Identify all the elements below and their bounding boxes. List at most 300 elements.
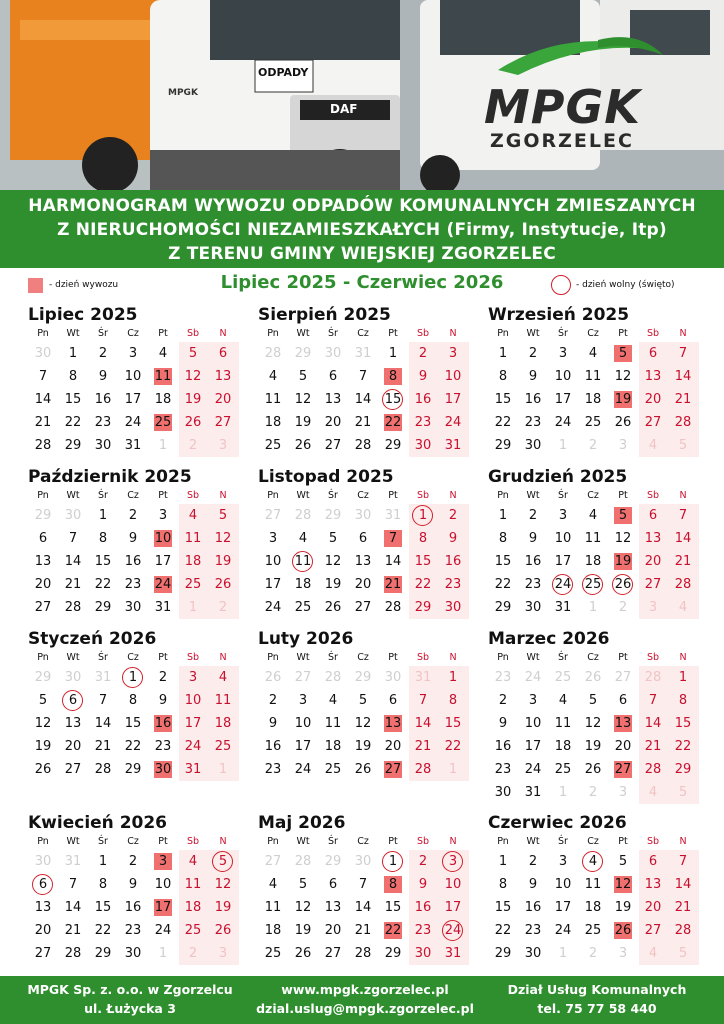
- day-number: 18: [214, 716, 232, 731]
- day-number: 18: [584, 392, 602, 407]
- day-cell: [578, 896, 608, 919]
- day-cell: [438, 596, 468, 619]
- day-number: 20: [644, 554, 662, 569]
- pickup-day-cell: [608, 873, 638, 896]
- day-number: 29: [94, 946, 112, 961]
- day-number: 18: [324, 739, 342, 754]
- day-number: 22: [674, 739, 692, 754]
- day-number: 23: [124, 577, 142, 592]
- day-number: 28: [644, 762, 662, 777]
- day-cell: [488, 527, 518, 550]
- day-number: 21: [94, 739, 112, 754]
- day-number: 13: [644, 369, 662, 384]
- day-number: 27: [644, 577, 662, 592]
- logo-sub-text: ZGORZELEC: [490, 130, 634, 152]
- day-cell: [668, 527, 698, 550]
- day-number: 31: [94, 670, 112, 685]
- day-number: 12: [584, 716, 602, 731]
- day-cell: [318, 573, 348, 596]
- day-outside-month: [608, 596, 638, 619]
- day-number: 27: [34, 946, 52, 961]
- day-number: 16: [264, 739, 282, 754]
- day-number: 30: [414, 946, 432, 961]
- day-cell: [488, 504, 518, 527]
- day-number: 8: [498, 877, 508, 892]
- day-number: 20: [614, 739, 632, 754]
- weekday-header: Sb: [416, 652, 430, 663]
- day-cell: [318, 942, 348, 965]
- day-number: 25: [584, 415, 602, 430]
- day-number: 15: [64, 392, 82, 407]
- holiday-day-cell: [548, 573, 578, 596]
- day-number: 15: [494, 900, 512, 915]
- day-number: 9: [418, 369, 428, 384]
- weekday-header: Wt: [296, 836, 310, 847]
- weekday-header: Pt: [158, 652, 168, 663]
- pickup-day-cell: [608, 919, 638, 942]
- title-line-1: HARMONOGRAM WYWOZU ODPADÓW KOMUNALNYCH ZMIESZANYCH: [28, 196, 696, 216]
- day-cell: [638, 342, 668, 365]
- day-cell: [548, 527, 578, 550]
- holiday-day-cell: [608, 573, 638, 596]
- holiday-circle-icon: [32, 874, 53, 895]
- day-cell: [88, 550, 118, 573]
- day-outside-month: [348, 850, 378, 873]
- day-outside-month: [408, 666, 438, 689]
- day-number: 11: [294, 554, 312, 569]
- pickup-day-cell: [148, 411, 178, 434]
- day-number: 26: [354, 762, 372, 777]
- weekday-header: Pt: [388, 836, 398, 847]
- day-number: 27: [614, 762, 632, 777]
- day-number: 5: [618, 508, 628, 523]
- day-number: 9: [448, 531, 458, 546]
- day-number: 3: [448, 854, 458, 869]
- day-number: 17: [154, 900, 172, 915]
- day-number: 23: [444, 577, 462, 592]
- day-number: 25: [324, 762, 342, 777]
- day-number: 19: [184, 392, 202, 407]
- day-cell: [208, 712, 238, 735]
- day-number: 26: [34, 762, 52, 777]
- day-number: 1: [678, 670, 688, 685]
- weekday-header: Cz: [127, 490, 139, 501]
- day-number: 24: [554, 415, 572, 430]
- day-number: 30: [354, 854, 372, 869]
- day-cell: [638, 504, 668, 527]
- day-number: 21: [644, 739, 662, 754]
- day-cell: [208, 689, 238, 712]
- day-number: 30: [524, 438, 542, 453]
- day-cell: [178, 873, 208, 896]
- weekday-header: Pn: [267, 328, 279, 339]
- footer-website-link[interactable]: www.mpgk.zgorzelec.pl: [281, 982, 449, 997]
- day-number: 4: [558, 693, 568, 708]
- day-outside-month: [668, 942, 698, 965]
- day-number: 23: [154, 739, 172, 754]
- day-cell: [58, 596, 88, 619]
- day-cell: [548, 689, 578, 712]
- day-number: 25: [154, 415, 172, 430]
- day-number: 1: [498, 346, 508, 361]
- day-outside-month: [208, 434, 238, 457]
- day-cell: [28, 942, 58, 965]
- day-cell: [518, 896, 548, 919]
- day-number: 7: [678, 508, 688, 523]
- day-number: 24: [264, 600, 282, 615]
- day-cell: [178, 735, 208, 758]
- day-outside-month: [608, 434, 638, 457]
- day-number: 4: [588, 346, 598, 361]
- day-cell: [288, 527, 318, 550]
- day-cell: [668, 896, 698, 919]
- day-cell: [668, 689, 698, 712]
- day-number: 10: [524, 716, 542, 731]
- weekday-header: Pt: [618, 490, 628, 501]
- day-number: 23: [524, 415, 542, 430]
- day-number: 5: [358, 693, 368, 708]
- day-cell: [518, 919, 548, 942]
- day-number: 27: [644, 923, 662, 938]
- day-number: 4: [298, 531, 308, 546]
- day-cell: [318, 896, 348, 919]
- weekday-header: N: [219, 652, 227, 663]
- day-cell: [288, 689, 318, 712]
- day-cell: [548, 596, 578, 619]
- pickup-day-cell: [378, 365, 408, 388]
- day-number: 4: [678, 600, 688, 615]
- day-cell: [548, 411, 578, 434]
- day-cell: [518, 735, 548, 758]
- day-number: 13: [644, 877, 662, 892]
- day-number: 1: [68, 346, 78, 361]
- day-cell: [518, 365, 548, 388]
- month-title: Wrzesień 2025: [488, 305, 630, 325]
- day-number: 25: [554, 762, 572, 777]
- day-outside-month: [608, 666, 638, 689]
- day-number: 26: [584, 762, 602, 777]
- day-outside-month: [608, 942, 638, 965]
- day-number: 1: [98, 508, 108, 523]
- day-number: 3: [268, 531, 278, 546]
- day-number: 12: [354, 716, 372, 731]
- day-cell: [288, 735, 318, 758]
- day-number: 7: [678, 854, 688, 869]
- day-cell: [118, 527, 148, 550]
- day-cell: [28, 550, 58, 573]
- day-number: 1: [558, 438, 568, 453]
- day-number: 3: [558, 508, 568, 523]
- day-number: 5: [218, 854, 228, 869]
- day-number: 13: [324, 900, 342, 915]
- day-number: 13: [614, 716, 632, 731]
- day-cell: [28, 712, 58, 735]
- day-number: 24: [124, 415, 142, 430]
- day-number: 18: [264, 923, 282, 938]
- day-number: 16: [524, 900, 542, 915]
- day-number: 1: [448, 670, 458, 685]
- day-cell: [318, 527, 348, 550]
- day-number: 8: [68, 369, 78, 384]
- day-number: 20: [34, 577, 52, 592]
- weekday-header: Pt: [158, 490, 168, 501]
- day-number: 14: [34, 392, 52, 407]
- day-cell: [148, 342, 178, 365]
- month-calendar: [28, 812, 240, 965]
- day-number: 19: [294, 923, 312, 938]
- day-number: 18: [184, 900, 202, 915]
- day-number: 6: [38, 877, 48, 892]
- day-number: 4: [268, 369, 278, 384]
- day-number: 23: [524, 923, 542, 938]
- day-number: 12: [184, 369, 202, 384]
- day-number: 14: [674, 531, 692, 546]
- weekday-header: Śr: [328, 836, 338, 847]
- day-number: 25: [214, 739, 232, 754]
- day-cell: [548, 896, 578, 919]
- day-number: 6: [358, 531, 368, 546]
- holiday-circle-icon: [442, 851, 463, 872]
- day-number: 6: [38, 531, 48, 546]
- weekday-header: N: [679, 652, 687, 663]
- day-number: 18: [294, 577, 312, 592]
- day-cell: [348, 873, 378, 896]
- day-number: 18: [584, 554, 602, 569]
- day-cell: [488, 919, 518, 942]
- day-number: 20: [64, 739, 82, 754]
- day-cell: [668, 342, 698, 365]
- day-cell: [118, 504, 148, 527]
- day-number: 22: [94, 577, 112, 592]
- day-number: 23: [414, 923, 432, 938]
- day-outside-month: [378, 666, 408, 689]
- day-outside-month: [208, 758, 238, 781]
- day-number: 29: [384, 946, 402, 961]
- day-cell: [408, 735, 438, 758]
- day-cell: [28, 573, 58, 596]
- weekday-header: Pt: [618, 652, 628, 663]
- day-cell: [518, 342, 548, 365]
- day-cell: [488, 411, 518, 434]
- day-number: 25: [184, 577, 202, 592]
- month-title: Listopad 2025: [258, 467, 394, 487]
- day-cell: [348, 689, 378, 712]
- day-number: 27: [34, 600, 52, 615]
- title-line-3: Z TERENU GMINY WIEJSKIEJ ZGORZELEC: [168, 244, 556, 264]
- day-number: 19: [354, 739, 372, 754]
- day-cell: [408, 365, 438, 388]
- day-cell: [28, 919, 58, 942]
- weekday-header: Cz: [127, 836, 139, 847]
- day-outside-month: [518, 666, 548, 689]
- day-cell: [608, 850, 638, 873]
- day-number: 29: [674, 762, 692, 777]
- day-number: 13: [384, 716, 402, 731]
- day-number: 5: [618, 854, 628, 869]
- day-number: 7: [68, 531, 78, 546]
- day-number: 22: [444, 739, 462, 754]
- day-number: 13: [34, 900, 52, 915]
- day-cell: [668, 365, 698, 388]
- footer-email-link[interactable]: dzial.uslug@mpgk.zgorzelec.pl: [256, 1001, 474, 1016]
- weekday-header: Cz: [357, 328, 369, 339]
- day-number: 31: [444, 438, 462, 453]
- day-cell: [88, 596, 118, 619]
- day-cell: [88, 712, 118, 735]
- day-number: 2: [98, 346, 108, 361]
- day-number: 21: [384, 577, 402, 592]
- day-cell: [348, 735, 378, 758]
- day-cell: [318, 919, 348, 942]
- day-number: 23: [494, 762, 512, 777]
- month-title: Lipiec 2025: [28, 305, 138, 325]
- day-number: 14: [674, 877, 692, 892]
- day-cell: [118, 896, 148, 919]
- day-number: 26: [614, 923, 632, 938]
- day-number: 11: [184, 531, 202, 546]
- day-number: 8: [498, 369, 508, 384]
- day-number: 15: [494, 554, 512, 569]
- day-cell: [578, 504, 608, 527]
- day-number: 10: [444, 877, 462, 892]
- day-outside-month: [548, 781, 578, 804]
- day-outside-month: [258, 504, 288, 527]
- day-cell: [608, 735, 638, 758]
- day-number: 17: [554, 392, 572, 407]
- day-number: 14: [64, 554, 82, 569]
- day-cell: [668, 550, 698, 573]
- holiday-circle-icon: [382, 389, 403, 410]
- holiday-day-cell: [288, 550, 318, 573]
- day-number: 4: [648, 438, 658, 453]
- day-number: 6: [648, 508, 658, 523]
- day-number: 26: [264, 670, 282, 685]
- day-cell: [548, 758, 578, 781]
- day-number: 14: [384, 554, 402, 569]
- day-number: 17: [264, 577, 282, 592]
- weekday-header: Wt: [526, 836, 540, 847]
- day-number: 20: [324, 415, 342, 430]
- weekday-header: Wt: [66, 836, 80, 847]
- day-cell: [578, 388, 608, 411]
- day-outside-month: [28, 504, 58, 527]
- day-number: 2: [188, 438, 198, 453]
- day-number: 4: [588, 854, 598, 869]
- day-cell: [578, 735, 608, 758]
- day-number: 3: [558, 854, 568, 869]
- day-number: 11: [264, 392, 282, 407]
- day-cell: [118, 712, 148, 735]
- weekday-header: N: [449, 490, 457, 501]
- month-calendar: [258, 812, 470, 965]
- day-number: 28: [64, 600, 82, 615]
- day-number: 2: [418, 854, 428, 869]
- month-calendar: [488, 812, 700, 965]
- day-number: 26: [614, 577, 632, 592]
- day-cell: [348, 550, 378, 573]
- day-number: 1: [558, 785, 568, 800]
- day-number: 11: [264, 900, 282, 915]
- day-cell: [318, 411, 348, 434]
- day-number: 3: [618, 946, 628, 961]
- day-number: 22: [494, 415, 512, 430]
- weekday-header: Sb: [646, 652, 660, 663]
- day-cell: [118, 919, 148, 942]
- day-number: 13: [34, 554, 52, 569]
- day-number: 27: [214, 415, 232, 430]
- day-cell: [518, 550, 548, 573]
- day-number: 20: [384, 739, 402, 754]
- holiday-circle-icon: [552, 574, 573, 595]
- day-number: 2: [268, 693, 278, 708]
- day-number: 27: [614, 670, 632, 685]
- holiday-circle-icon: [442, 920, 463, 941]
- day-cell: [318, 758, 348, 781]
- day-cell: [88, 365, 118, 388]
- weekday-header: Wt: [66, 490, 80, 501]
- day-number: 30: [94, 438, 112, 453]
- day-cell: [488, 712, 518, 735]
- day-number: 12: [214, 531, 232, 546]
- weekday-header: N: [679, 836, 687, 847]
- day-cell: [638, 850, 668, 873]
- day-number: 31: [354, 346, 372, 361]
- day-cell: [28, 365, 58, 388]
- weekday-header: Sb: [646, 836, 660, 847]
- truck-brand: DAF: [330, 102, 358, 116]
- day-number: 12: [294, 900, 312, 915]
- month-calendar: [258, 628, 470, 781]
- day-number: 29: [324, 508, 342, 523]
- pickup-day-cell: [608, 342, 638, 365]
- day-outside-month: [378, 504, 408, 527]
- day-number: 21: [64, 577, 82, 592]
- day-number: 4: [218, 670, 228, 685]
- weekday-header: N: [679, 490, 687, 501]
- day-cell: [318, 712, 348, 735]
- day-cell: [408, 758, 438, 781]
- day-cell: [288, 758, 318, 781]
- day-number: 30: [124, 600, 142, 615]
- month-calendar: [488, 304, 700, 457]
- day-number: 27: [64, 762, 82, 777]
- weekday-header: Śr: [558, 328, 568, 339]
- day-outside-month: [178, 942, 208, 965]
- weekday-header: Śr: [98, 328, 108, 339]
- day-outside-month: [58, 666, 88, 689]
- day-number: 29: [414, 600, 432, 615]
- day-number: 30: [524, 946, 542, 961]
- month-title: Kwiecień 2026: [28, 813, 168, 833]
- day-cell: [438, 666, 468, 689]
- holiday-circle-icon: [412, 505, 433, 526]
- day-number: 8: [98, 877, 108, 892]
- day-number: 24: [184, 739, 202, 754]
- day-cell: [88, 573, 118, 596]
- day-cell: [288, 411, 318, 434]
- hero-photo: [0, 0, 724, 190]
- logo-main-text: MPGK: [484, 80, 641, 134]
- day-number: 31: [124, 438, 142, 453]
- day-cell: [178, 666, 208, 689]
- pickup-legend-label: - dzień wywozu: [49, 280, 119, 290]
- day-cell: [208, 411, 238, 434]
- day-number: 28: [354, 946, 372, 961]
- day-cell: [118, 689, 148, 712]
- day-number: 28: [384, 600, 402, 615]
- day-number: 27: [324, 438, 342, 453]
- day-number: 3: [528, 693, 538, 708]
